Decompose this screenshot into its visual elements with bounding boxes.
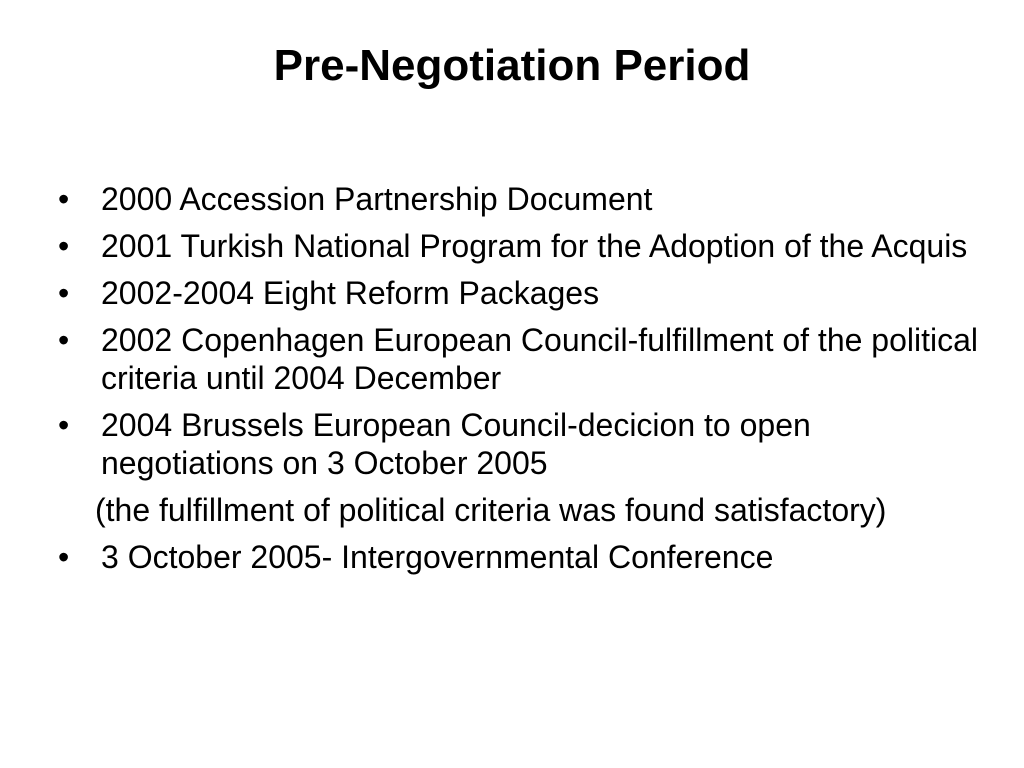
bullet-icon: • bbox=[58, 322, 70, 358]
bullet-icon: • bbox=[58, 275, 70, 311]
bullet-list bbox=[58, 180, 978, 585]
slide-title: Pre-Negotiation Period bbox=[273, 41, 751, 90]
bullet-icon: • bbox=[58, 228, 70, 264]
bullet-text: 2002-2004 Eight Reform Packages bbox=[101, 275, 600, 311]
bullet-text: 2001 Turkish National Program for the Adoption of the Acquis bbox=[101, 228, 968, 264]
bullet-text: 2004 Brussels European Council-decicion to open negotiations on 3 October 2005 bbox=[101, 407, 811, 481]
bullet-icon: • bbox=[58, 181, 70, 217]
bullet-icon: • bbox=[58, 407, 70, 443]
bullet-item-2005-conference bbox=[58, 538, 978, 576]
bullet-text: 2002 Copenhagen European Council-fulfillment of the political criteria until 2004 December bbox=[101, 322, 979, 396]
bullet-icon: • bbox=[58, 539, 70, 575]
bullet-text: 3 October 2005- Intergovernmental Conference bbox=[101, 539, 774, 575]
bullet-item-2002-2004 bbox=[58, 274, 978, 312]
bullet-item-2002-copenhagen bbox=[58, 321, 978, 397]
bullet-item-2000 bbox=[58, 180, 978, 218]
bullet-item-2001 bbox=[58, 227, 978, 265]
bullet-item-2004-brussels bbox=[58, 406, 978, 482]
bullet-text: 2000 Accession Partnership Document bbox=[101, 181, 653, 217]
note-text: (the fulfillment of political criteria was found satisfactory) bbox=[95, 492, 887, 528]
